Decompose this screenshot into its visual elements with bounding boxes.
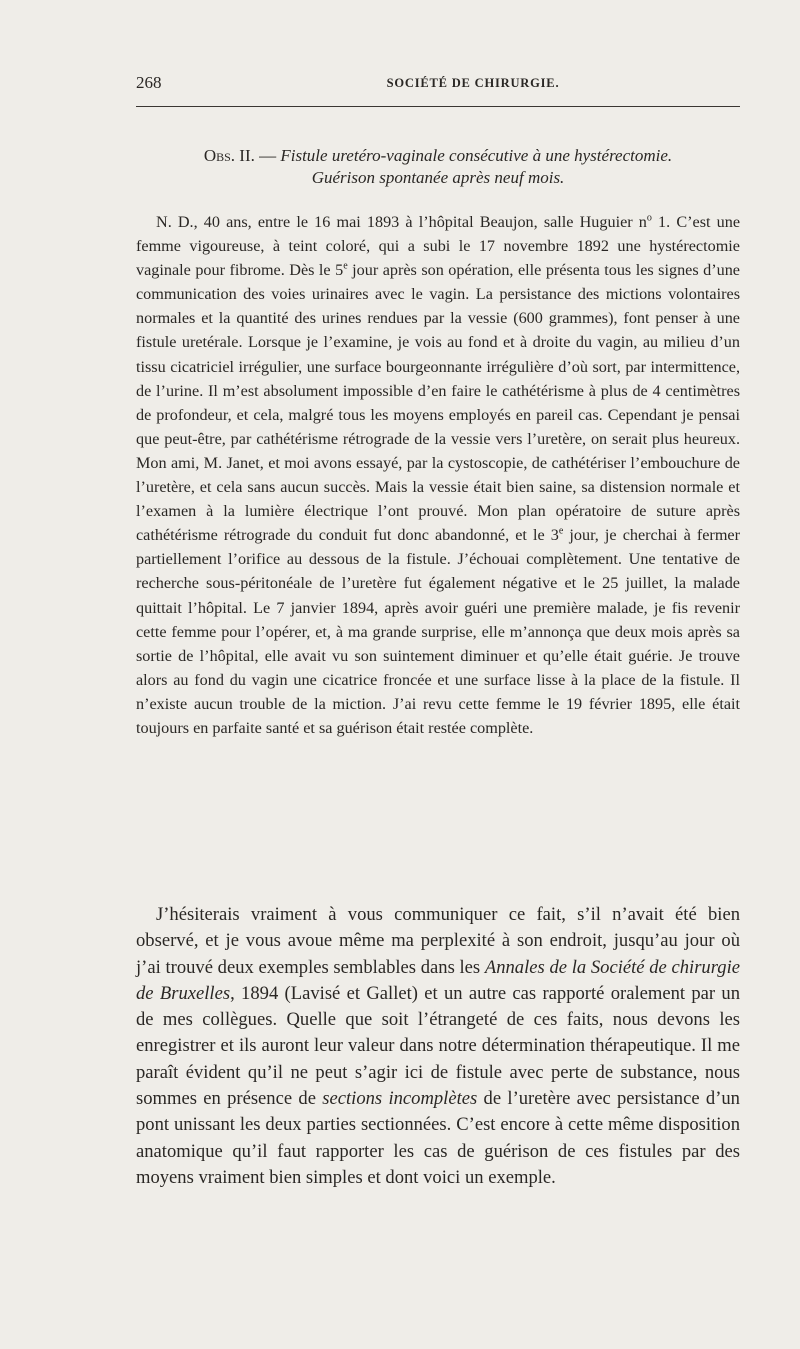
page-number: 268 xyxy=(136,73,162,92)
emphasis-term: sections incomplètes xyxy=(322,1088,478,1110)
observation-dash: — xyxy=(254,146,281,165)
case-text-3: jour après son opération, elle présenta tous les signes d’une communication des voies urinaires avec le vagin. La persistance des mictions volontaires normales et la quantité des urines rendues par la vessie (600 grammes), font penser à une fistule uretérale. Lorsque je l’examine, je vois au fond et à droite du vagin, au milieu d’un tissu cicatriciel irrégulier, une surface bourgeonnante irrégulière d’où sort, par intermittence, de l’urine. Il m’est absolument impossible d’en faire le cathétérisme à plus de 4 centimètres de profondeur, et cela, malgré tous les moyens employés en pareil cas. Cependant je pensai que peut-être, par cathétérisme rétrograde de la vessie vers l’uretère, on serait plus heureux. Mon ami, M. Janet, et moi avons essayé, par la cystoscopie, de cathétériser l’embouchure de l’uretère, et cela sans aucun succès. Mais la vessie était bien saine, sa distension normale et l’examen à la lumière électrique l’ont prouvé. Mon plan opératoire de suture après cathétérisme rétrograde du conduit fut donc abandonné, et le 3 xyxy=(136,261,740,545)
case-text-2: 1. C’est une femme vigoureuse, à teint coloré, qui a subi le 17 novembre 1892 une hystérectomie vaginale pour fibrome. Dès le 5 xyxy=(136,213,741,280)
case-paragraph xyxy=(136,210,740,740)
observation-heading xyxy=(136,145,740,189)
running-title: SOCIÉTÉ DE CHIRURGIE. xyxy=(386,76,560,90)
observation-title: Fistule uretéro-vaginale consécutive à une hystérectomie. xyxy=(280,146,673,165)
case-text-4: jour, je cherchai à fermer partiellement l’orifice au dessous de la fistule. J’échouai complètement. Une tentative de recherche sous-péritonéale de l’uretère fut également négative et le 25 juillet, la malade quittait l’hôpital. Le 7 janvier 1894, après avoir guéri une première malade, je fis revenir cette femme pour l’opérer, et, à ma grande surprise, elle m’annonça que deux mois après sa sortie de l’hôpital, elle avait vu son suintement diminuer et qu’elle était guérie. Je trouve alors au fond du vagin une cicatrice froncée et une surface lisse à la place de la fistule. Il n’existe aucun trouble de la miction. J’ai revu cette femme le 19 février 1895, elle était toujours en parfaite santé et sa guérison était restée complète. xyxy=(136,526,740,737)
case-sup-1: o xyxy=(646,212,652,224)
main-paragraph xyxy=(136,902,740,1191)
main-discussion xyxy=(136,902,740,1191)
page-header xyxy=(136,73,740,97)
observation-title-line-1 xyxy=(136,145,740,167)
case-sup-2: e xyxy=(343,260,348,272)
header-rule xyxy=(136,106,740,107)
observation-label: Obs. II. xyxy=(203,146,255,165)
main-text-3: de l’uretère avec persistance d’un pont unissant les deux parties sectionnées. C’est encore à cette même disposition anatomique qu’il faut rapporter les cas de guérison de ces fistules par des moyens vraiment bien simples et dont voici un exemple. xyxy=(136,1088,740,1188)
case-report xyxy=(136,210,740,740)
case-text-1: N. D., 40 ans, entre le 16 mai 1893 à l’hôpital Beaujon, salle Huguier n xyxy=(156,213,647,231)
case-sup-3: e xyxy=(558,525,564,537)
main-text-2: , 1894 (Lavisé et Gallet) et un autre cas rapporté oralement par un de mes collègues. Quelle que soit l’étrangeté de ces faits, nous devons les enregistrer et ils auront leur valeur dans notre détermination thérapeutique. Il me paraît évident qu’il ne peut s’agir ici de fistule avec perte de substance, nous sommes en présence de xyxy=(136,982,741,1110)
journal-title: Annales de la Société de chirurgie de Bruxelles xyxy=(136,956,740,1004)
observation-subtitle: Guérison spontanée après neuf mois. xyxy=(311,168,565,187)
main-text-1: J’hésiterais vraiment à vous communiquer ce fait, s’il n’avait été bien observé, et je vous avoue même ma perplexité à son endroit, jusqu’au jour où j’ai trouvé deux exemples semblables dans les xyxy=(136,904,740,978)
